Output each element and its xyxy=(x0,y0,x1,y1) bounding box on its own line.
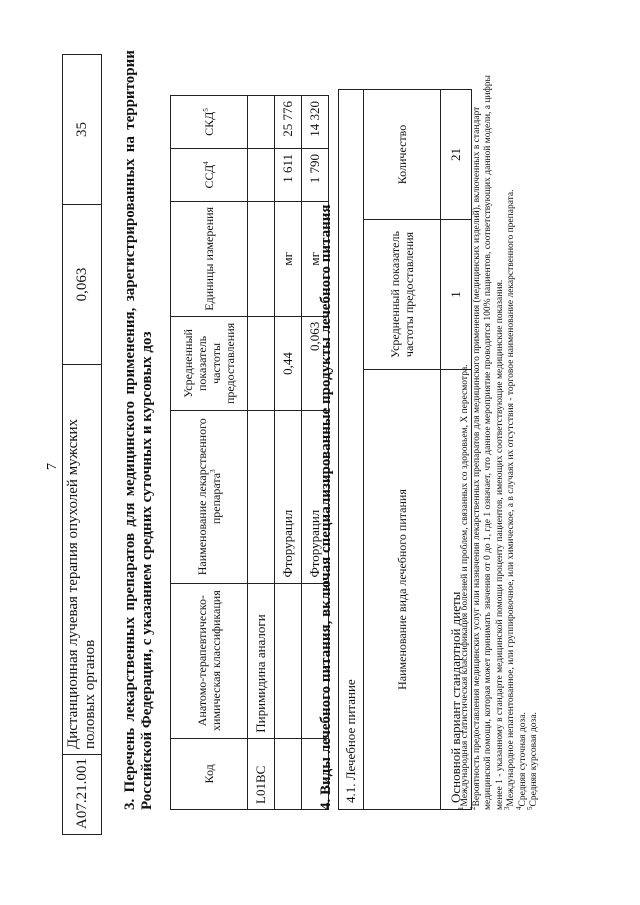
drug-frequency: 0,063 xyxy=(302,316,329,410)
header-nutrition-count: Количество xyxy=(364,89,441,219)
table-row xyxy=(339,89,364,809)
footnote: $^1$Международная статистическая классификация болезней и проблем, связанных со здоровьем, X пересмотра. xyxy=(456,364,470,810)
drug-name: Фторурацил xyxy=(275,411,302,583)
table-header-row xyxy=(364,89,441,809)
header-nutrition-frequency: Усредненный показатель частоты предоставления xyxy=(364,220,441,370)
drug-unit: мг xyxy=(302,201,329,316)
table-row xyxy=(248,96,275,810)
header-skd: СКД$^5$ xyxy=(171,96,248,149)
footnotes xyxy=(456,70,541,810)
drug-skd: 25 776 xyxy=(275,96,302,149)
header-drug: Наименование лекарственного препарата$^3$ xyxy=(171,411,248,583)
page-number: 7 xyxy=(45,463,60,470)
drug-name: Фторурацил xyxy=(302,411,329,583)
footnote: $^4$Средняя суточная доза. xyxy=(514,712,528,810)
group-code: L01BC xyxy=(248,738,275,809)
services-table-continuation xyxy=(62,54,102,835)
service-code: A07.21.001 xyxy=(63,755,102,835)
service-frequency: 0,063 xyxy=(63,205,102,365)
group-name: Пиримидина аналоги xyxy=(248,583,275,738)
drugs-table xyxy=(170,95,329,810)
header-sdd: ССД$^4$ xyxy=(171,148,248,201)
table-row xyxy=(275,96,302,810)
drug-sdd: 1 790 xyxy=(302,148,329,201)
section3-title xyxy=(122,50,156,810)
nutrition-subheading: 4.1. Лечебное питание xyxy=(339,89,364,809)
nutrition-table xyxy=(338,89,472,810)
nutrition-frequency: 1 xyxy=(441,220,472,370)
drug-skd: 14 320 xyxy=(302,96,329,149)
section3-title-line1: 3. Перечень лекарственных препаратов для медицинского применения, зарегистрированных на территории xyxy=(122,50,138,810)
table-header-row xyxy=(171,96,248,810)
service-name: Дистанционная лучевая терапия опухолей мужских половых органов xyxy=(63,365,102,755)
section4-title: 4. Виды лечебного питания, включая специализированные продукты лечебного питания xyxy=(318,204,334,810)
nutrition-count: 21 xyxy=(441,89,472,219)
drug-sdd: 1 611 xyxy=(275,148,302,201)
drug-unit: мг xyxy=(275,201,302,316)
table-row xyxy=(63,55,102,835)
footnote: $^5$Средняя курсовая доза. xyxy=(525,712,539,810)
header-code: Код xyxy=(171,738,248,809)
nutrition-name: Основной вариант стандартной диеты xyxy=(441,370,472,810)
header-frequency: Усредненный показатель частоты предоставления xyxy=(171,316,248,410)
section3-title-line2: Российской Федерации, с указанием средних суточных и курсовых доз xyxy=(139,331,155,810)
footnote: $^3$Международное непатентованное, или группировочное, или химическое, а в случаях их отсутствия - торговое наименование лекарственного препарата. xyxy=(502,189,516,810)
header-nutrition-name: Наименование вида лечебного питания xyxy=(364,370,441,810)
header-unit: Единицы измерения xyxy=(171,201,248,316)
drug-frequency: 0,44 xyxy=(275,316,302,410)
footnote: $^2$Вероятность предоставления медицинских услуг или назначения лекарственных препаратов для медицинского применения (медицинских изделий), включенных в стандарт медицинской помощи, которая может принимать значения от 0 до 1, где 1 означает, что данное мероприятие проводится 100% пациентов, соответствующих данной модели, а цифры менее 1 - указанному в стандарте медицинской помощи проценту пациентов, имеющих соответствующие медицинские показания. xyxy=(468,75,505,810)
service-multiplicity: 35 xyxy=(63,55,102,205)
header-atc: Анатомо-терапевтическо-химическая классификация xyxy=(171,583,248,738)
